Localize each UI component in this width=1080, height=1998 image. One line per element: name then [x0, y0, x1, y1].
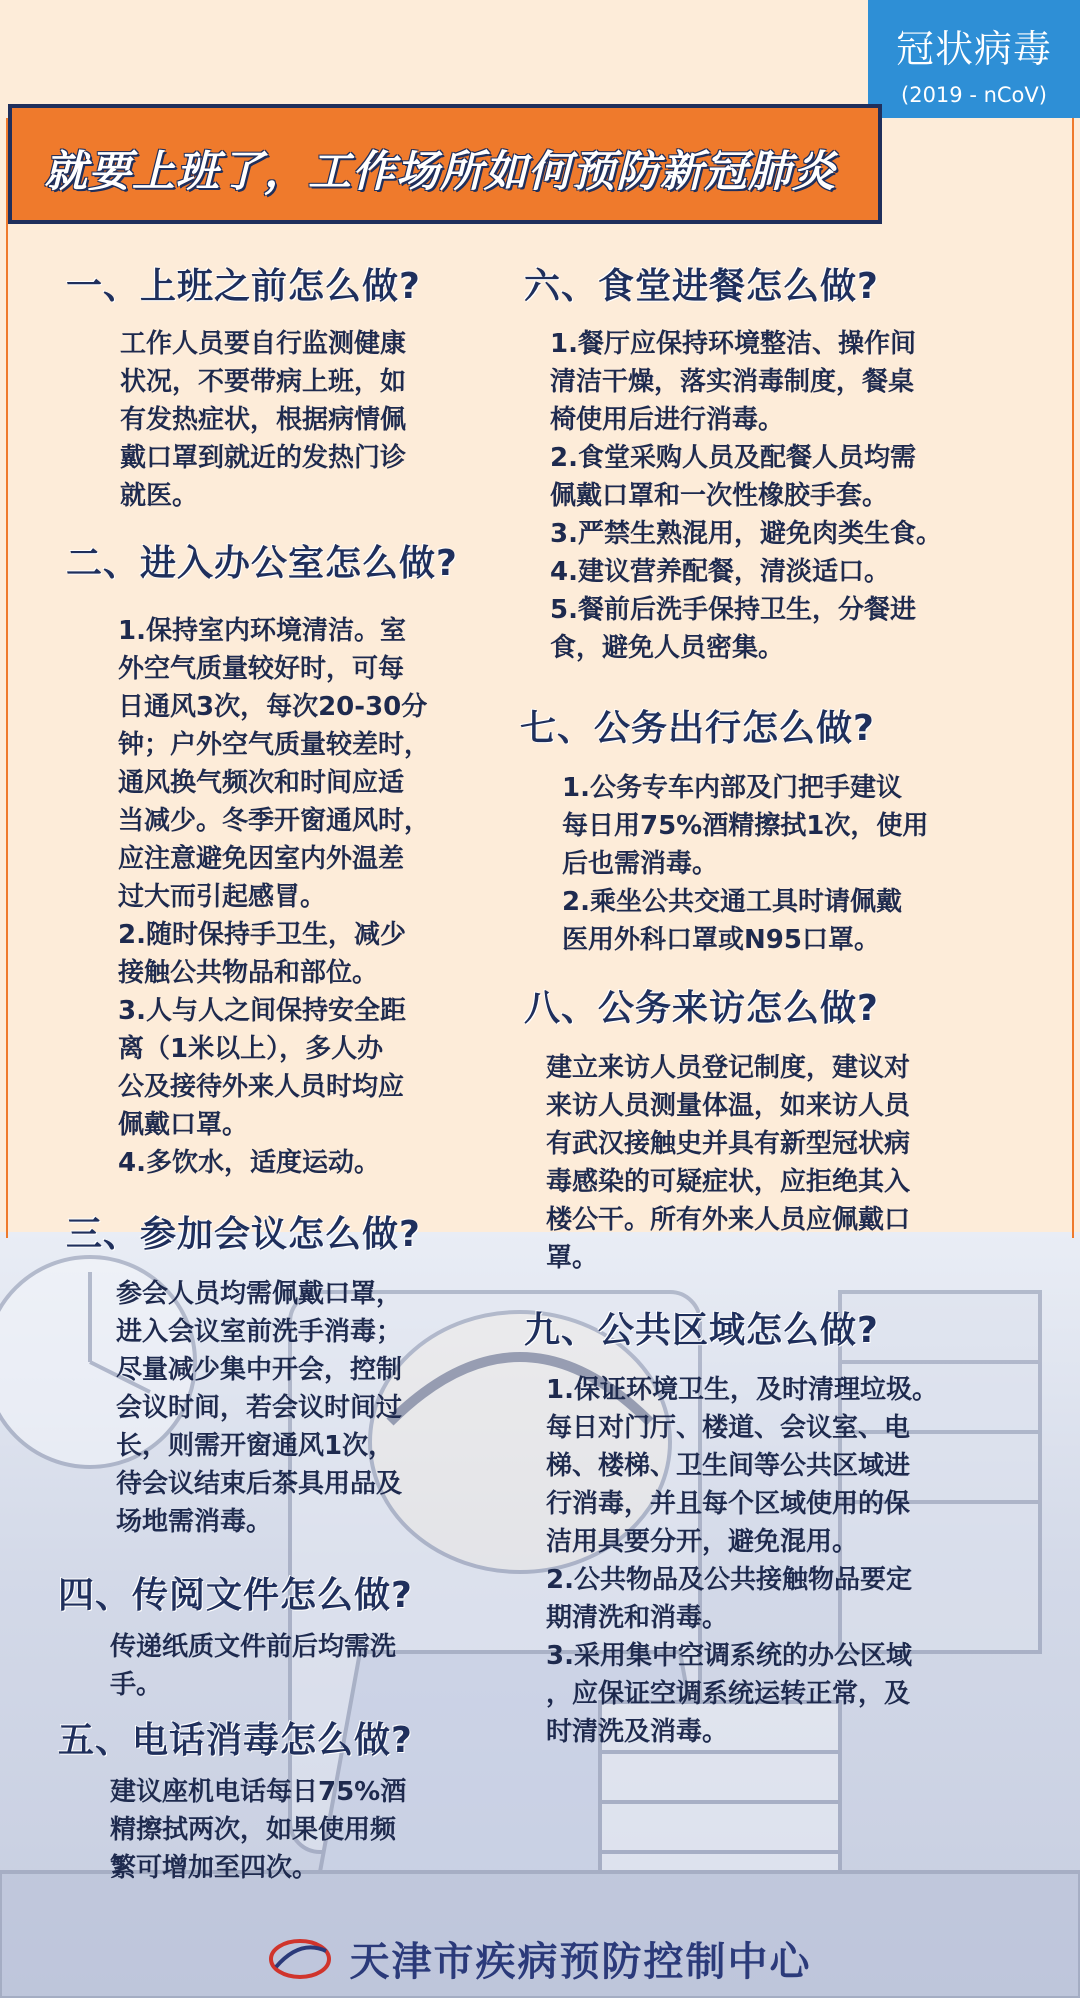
- section-line: 3.严禁生熟混用，避免肉类生食。: [550, 519, 942, 549]
- section-line: 佩戴口罩。: [118, 1110, 249, 1140]
- section-line: 1.餐厅应保持环境整洁、操作间: [550, 329, 916, 359]
- section-line: 待会议结束后茶具用品及: [116, 1469, 403, 1499]
- section-title: 五、电话消毒怎么做?: [58, 1720, 413, 1761]
- section-line: 通风换气频次和时间应适: [118, 768, 405, 798]
- organization-name: 天津市疾病预防控制中心: [349, 1939, 812, 1985]
- section-body: [110, 1773, 488, 1887]
- section-line: 楼公干。所有外来人员应佩戴口: [546, 1205, 911, 1235]
- section-body: [120, 325, 466, 515]
- section-title: 四、传阅文件怎么做?: [58, 1575, 413, 1616]
- section-line: 日通风3次，每次20-30分: [118, 692, 428, 722]
- section-title: 二、进入办公室怎么做?: [66, 543, 458, 584]
- section-line: 2.公共物品及公共接触物品要定: [546, 1565, 912, 1595]
- section-line: 行消毒，并且每个区域使用的保: [546, 1489, 911, 1519]
- section-title: 一、上班之前怎么做?: [66, 266, 421, 307]
- section-title: 六、食堂进餐怎么做?: [524, 266, 879, 307]
- section-line: 参会人员均需佩戴口罩，: [116, 1279, 403, 1309]
- section-line: 工作人员要自行监测健康: [120, 329, 407, 359]
- badge-title: 冠状病毒: [895, 27, 1052, 71]
- section-line: 毒感染的可疑症状，应拒绝其入: [546, 1167, 911, 1197]
- section-line: 1.保持室内环境清洁。室: [118, 616, 406, 646]
- badge-subtitle: (2019 - nCoV): [901, 83, 1047, 107]
- section-office: [66, 535, 496, 1182]
- section-line: 每日用75%酒精擦拭1次，使用: [562, 811, 929, 841]
- section-line: 洁用具要分开，避免混用。: [546, 1527, 859, 1557]
- section-line: 2.随时保持手卫生，减少: [118, 920, 406, 950]
- section-line: 场地需消毒。: [116, 1507, 273, 1537]
- section-title: 八、公务来访怎么做?: [524, 988, 879, 1029]
- section-body: [116, 1275, 496, 1541]
- section-line: 就医。: [120, 481, 199, 511]
- section-line: 医用外科口罩或N95口罩。: [562, 925, 880, 955]
- section-line: 食，避免人员密集。: [550, 633, 785, 663]
- section-title: 七、公务出行怎么做?: [520, 708, 875, 749]
- section-line: 过大而引起感冒。: [118, 882, 327, 912]
- section-body: [118, 612, 496, 1182]
- section-line: 后也需消毒。: [562, 849, 719, 879]
- section-body: [550, 325, 1044, 667]
- section-line: 时清洗及消毒。: [546, 1717, 729, 1747]
- section-line: 戴口罩到就近的发热门诊: [120, 443, 407, 473]
- section-line: 尽量减少集中开会，控制: [116, 1355, 403, 1385]
- section-line: 应注意避免因室内外温差: [118, 844, 405, 874]
- section-line: 3.人与人之间保持安全距: [118, 996, 406, 1026]
- section-travel: [520, 700, 1040, 959]
- section-body: [546, 1049, 1044, 1277]
- virus-badge: [868, 0, 1080, 118]
- section-line: 2.食堂采购人员及配餐人员均需: [550, 443, 916, 473]
- section-line: 状况，不要带病上班，如: [120, 367, 407, 397]
- section-line: 4.多饮水，适度运动。: [118, 1148, 380, 1178]
- section-line: 有武汉接触史并具有新型冠状病: [546, 1129, 911, 1159]
- section-meeting: [66, 1206, 496, 1541]
- section-body: [546, 1371, 1044, 1751]
- section-line: 佩戴口罩和一次性橡胶手套。: [550, 481, 889, 511]
- section-line: 5.餐前后洗手保持卫生，分餐进: [550, 595, 916, 625]
- title-banner: [8, 104, 882, 224]
- section-line: 繁可增加至四次。: [110, 1853, 319, 1883]
- section-line: 罩。: [546, 1243, 599, 1273]
- section-line: 梯、楼梯、卫生间等公共区域进: [546, 1451, 911, 1481]
- cdc-logo-icon: [268, 1937, 332, 1981]
- section-line: 有发热症状，根据病情佩: [120, 405, 407, 435]
- section-line: 建议座机电话每日75%酒: [110, 1777, 407, 1807]
- section-line: 4.建议营养配餐，清淡适口。: [550, 557, 890, 587]
- section-documents: [58, 1567, 488, 1704]
- left-border-line: [6, 118, 8, 1238]
- section-line: 手。: [110, 1670, 163, 1700]
- banner-title: 就要上班了，工作场所如何预防新冠肺炎: [44, 147, 836, 197]
- section-line: 精擦拭两次，如果使用频: [110, 1815, 397, 1845]
- section-line: 建立来访人员登记制度，建议对: [546, 1053, 911, 1083]
- section-line: 期清洗和消毒。: [546, 1603, 729, 1633]
- section-line: 椅使用后进行消毒。: [550, 405, 785, 435]
- section-title: 九、公共区域怎么做?: [524, 1310, 879, 1351]
- section-line: 清洁干燥，落实消毒制度，餐桌: [550, 367, 915, 397]
- section-line: 进入会议室前洗手消毒；: [116, 1317, 403, 1347]
- section-line: 外空气质量较好时，可每: [118, 654, 405, 684]
- section-line: 离（1米以上），多人办: [118, 1034, 384, 1064]
- section-public-areas: [524, 1302, 1044, 1751]
- section-line: ，应保证空调系统运转正常，及: [546, 1679, 911, 1709]
- section-line: 来访人员测量体温，如来访人员: [546, 1091, 911, 1121]
- section-line: 公及接待外来人员时均应: [118, 1072, 405, 1102]
- section-line: 钟；户外空气质量较差时，: [118, 730, 431, 760]
- section-body: [562, 769, 1040, 959]
- footer: [0, 1930, 1080, 1998]
- section-line: 每日对门厅、楼道、会议室、电: [546, 1413, 911, 1443]
- section-line: 长，则需开窗通风1次，: [116, 1431, 395, 1461]
- section-line: 接触公共物品和部位。: [118, 958, 379, 988]
- section-body: [110, 1628, 488, 1704]
- section-phone: [58, 1712, 488, 1887]
- section-line: 3.采用集中空调系统的办公区域: [546, 1641, 912, 1671]
- section-line: 1.保证环境卫生，及时清理垃圾。: [546, 1375, 938, 1405]
- right-border-line: [1072, 118, 1074, 1238]
- section-title: 三、参加会议怎么做?: [66, 1214, 421, 1255]
- section-line: 传递纸质文件前后均需洗: [110, 1632, 397, 1662]
- section-line: 当减少。冬季开窗通风时，: [118, 806, 431, 836]
- section-line: 会议时间，若会议时间过: [116, 1393, 403, 1423]
- section-line: 1.公务专车内部及门把手建议: [562, 773, 902, 803]
- section-before-work: [66, 258, 466, 515]
- section-canteen: [524, 258, 1044, 667]
- section-visitors: [524, 980, 1044, 1277]
- section-line: 2.乘坐公共交通工具时请佩戴: [562, 887, 902, 917]
